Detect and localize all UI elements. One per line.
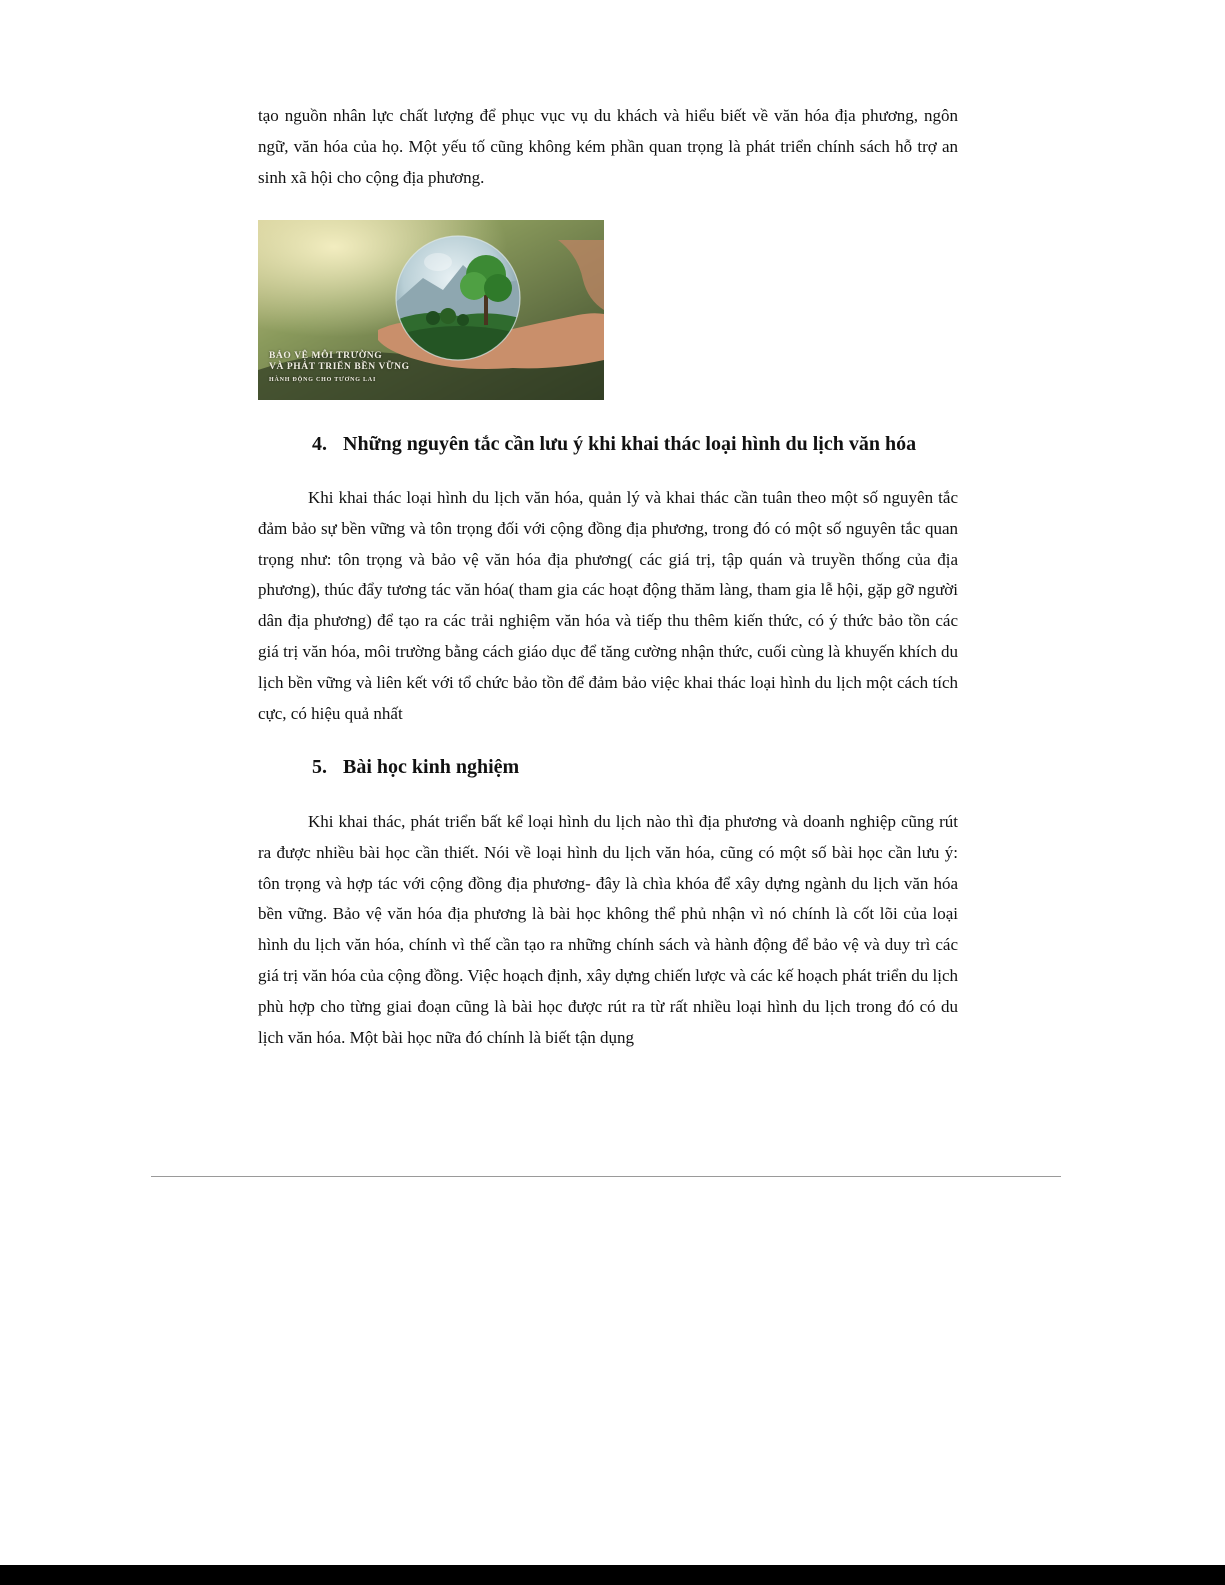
section-4-body-block (258, 483, 958, 729)
section-4-number: 4. (312, 433, 327, 455)
section-4-heading (312, 431, 916, 457)
environment-illustration (258, 220, 604, 400)
section-5-body-block (258, 807, 958, 1053)
image-caption-line-2: VÀ PHÁT TRIỂN BỀN VỮNG (269, 362, 410, 372)
page-break-divider (151, 1176, 1061, 1177)
section-5-heading (312, 754, 519, 780)
section-4-title: Những nguyên tắc cần lưu ý khi khai thác loại hình du lịch văn hóa (343, 433, 917, 455)
bottom-edge-bar (0, 1565, 1225, 1585)
image-caption (269, 351, 410, 386)
intro-paragraph: tạo nguồn nhân lực chất lượng để phục vục vụ du khách và hiểu biết về văn hóa địa phương, ngôn ngữ, văn hóa của họ. Một yếu tố cũng không kém phần quan trọng là phát triển chính sách hỗ trợ an sinh xã hội cho cộng địa phương. (258, 106, 958, 187)
section-5-number: 5. (312, 756, 327, 778)
image-caption-line-3: HÀNH ĐỘNG CHO TƯƠNG LAI (269, 377, 377, 383)
section-5-paragraph: Khi khai thác, phát triển bất kể loại hình du lịch nào thì địa phương và doanh nghiệp cũng rút ra được nhiều bài học cần thiết. Nói về loại hình du lịch văn hóa, cũng có một số bài học cần lưu ý: tôn trọng và hợp tác với cộng đồng địa phương- đây là chìa khóa để xây dựng ngành du lịch văn hóa bền vững. Bảo vệ văn hóa địa phương là bài học không thể phủ nhận vì nó chính là cốt lõi của loại hình du lịch văn hóa, chính vì thế cần tạo ra những chính sách và hành động để bảo vệ và duy trì các giá trị văn hóa của cộng đồng. Việc hoạch định, xây dựng chiến lược và các kế hoạch phát triển du lịch phù hợp cho từng giai đoạn cũng là bài học được rút ra từ rất nhiều loại hình du lịch trong đó có du lịch văn hóa. Một bài học nữa đó chính là biết tận dụng (258, 812, 958, 1047)
section-4-paragraph: Khi khai thác loại hình du lịch văn hóa, quản lý và khai thác cần tuân theo một số nguyên tắc đảm bảo sự bền vững và tôn trọng đối với cộng đồng địa phương, trong đó có một số nguyên tắc quan trọng như: tôn trọng và bảo vệ văn hóa địa phương( các giá trị, tập quán và truyền thống của địa phương), thúc đẩy tương tác văn hóa( tham gia các hoạt động thăm làng, tham gia lễ hội, gặp gỡ người dân địa phương) để tạo ra các trải nghiệm văn hóa và tiếp thu thêm kiến thức, có ý thức bảo tồn các giá trị văn hóa, môi trường bằng cách giáo dục để tăng cường nhận thức, cuối cùng là khuyến khích du lịch bền vững và liên kết với tổ chức bảo tồn để đảm bảo việc khai thác loại hình du lịch một cách tích cực, có hiệu quả nhất (258, 488, 958, 723)
intro-block (258, 101, 958, 193)
section-5-title: Bài học kinh nghiệm (343, 756, 520, 778)
image-caption-line-1: BẢO VỆ MÔI TRƯỜNG (269, 351, 383, 361)
